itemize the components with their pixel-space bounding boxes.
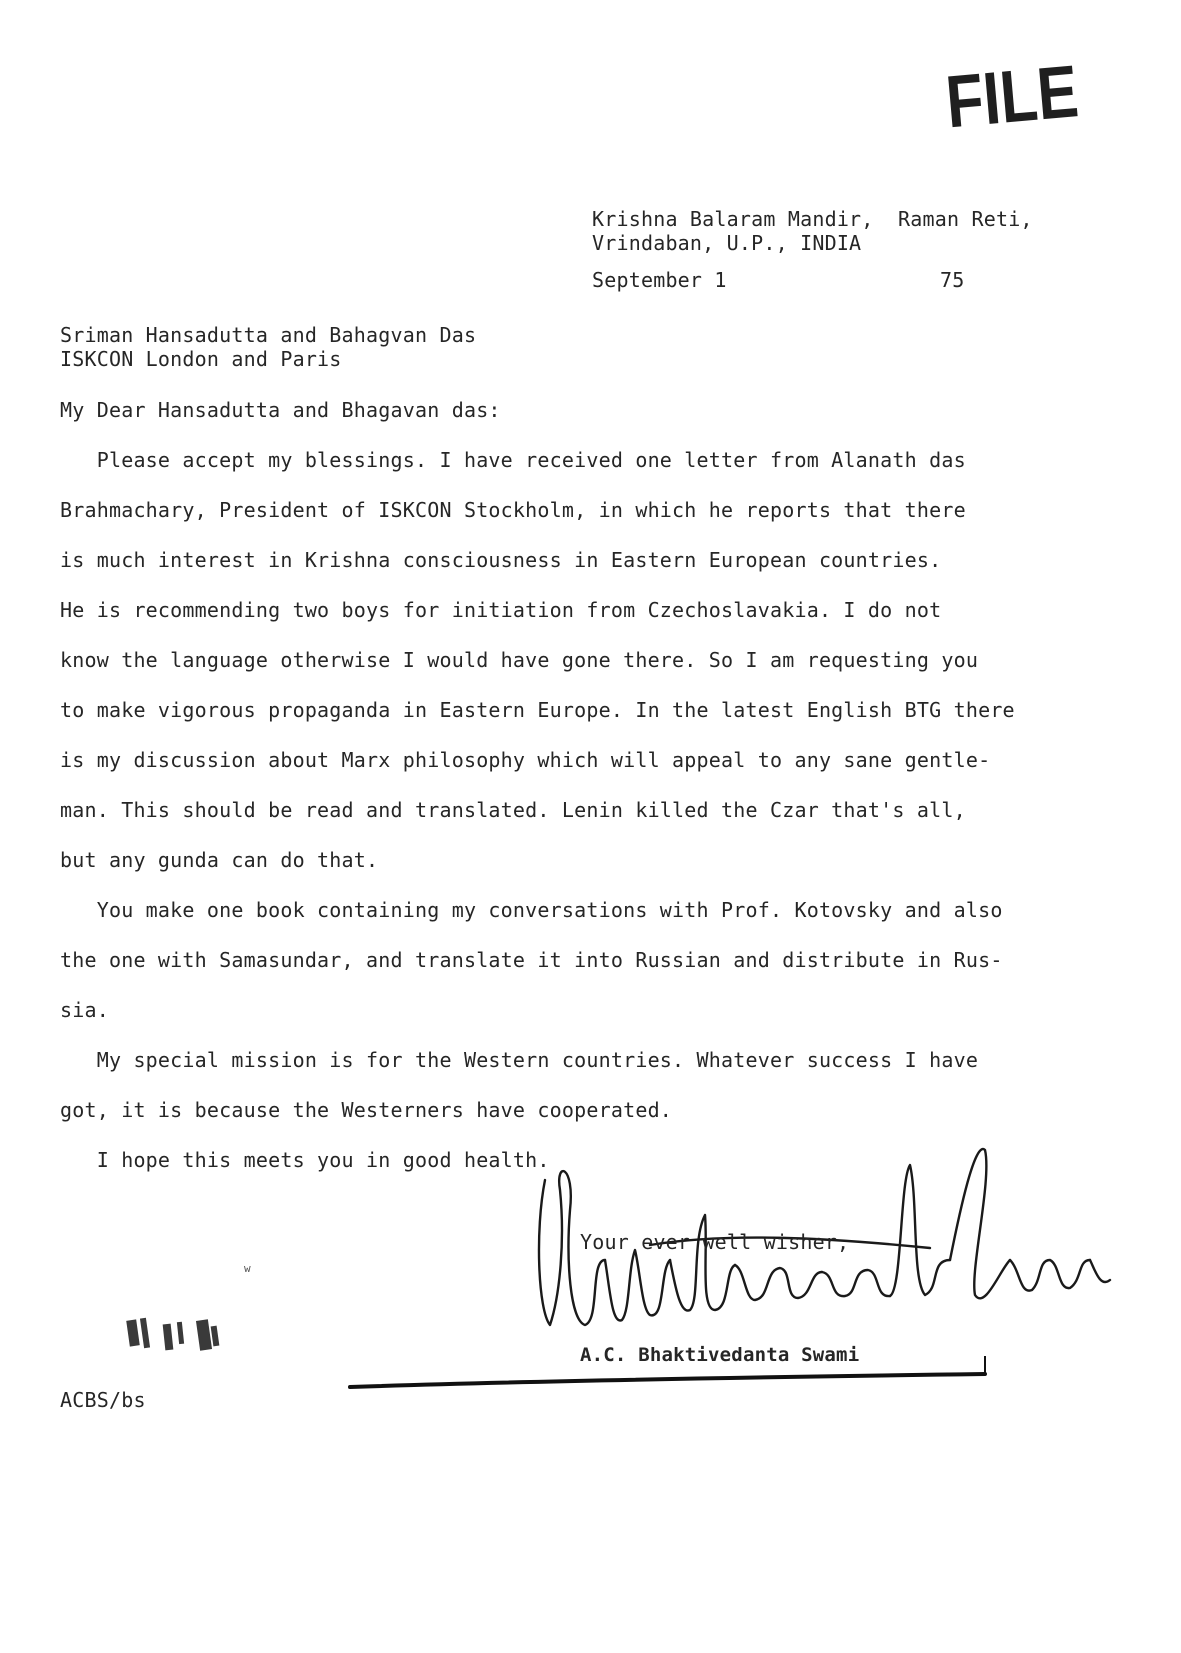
body-line: to make vigorous propaganda in Eastern Europe. In the latest English BTG there bbox=[60, 698, 1015, 722]
body-line: got, it is because the Westerners have cooperated. bbox=[60, 1098, 673, 1122]
body-line: is my discussion about Marx philosophy which will appeal to any sane gentle- bbox=[60, 748, 991, 772]
handwritten-insert-mark: w bbox=[244, 1262, 251, 1275]
signer-name: A.C. Bhaktivedanta Swami bbox=[580, 1344, 860, 1366]
body-line: but any gunda can do that. bbox=[60, 848, 379, 872]
body-line: My special mission is for the Western countries. Whatever success I have bbox=[60, 1048, 979, 1072]
date-year: 75 bbox=[940, 268, 965, 292]
salutation: My Dear Hansadutta and Bhagavan das: bbox=[60, 398, 501, 422]
body-line: sia. bbox=[60, 998, 109, 1022]
body-line: the one with Samasundar, and translate it into Russian and distribute in Rus- bbox=[60, 948, 1003, 972]
body-line: Please accept my blessings. I have received one letter from Alanath das bbox=[60, 448, 966, 472]
body-line: man. This should be read and translated. Lenin killed the Czar that's all, bbox=[60, 798, 966, 822]
body-line: You make one book containing my conversations with Prof. Kotovsky and also bbox=[60, 898, 1003, 922]
body-line: He is recommending two boys for initiation from Czechoslavakia. I do not bbox=[60, 598, 942, 622]
ink-stamp-mark bbox=[126, 1314, 226, 1358]
body-line: is much interest in Krishna consciousness in Eastern European countries. bbox=[60, 548, 942, 572]
typist-initials: ACBS/bs bbox=[60, 1388, 146, 1412]
recipient-line-1: Sriman Hansadutta and Bahagvan Das bbox=[60, 323, 477, 347]
closing-text: Your ever well wisher, bbox=[580, 1230, 850, 1254]
address-line-1: Krishna Balaram Mandir, Raman Reti, bbox=[592, 207, 1033, 231]
body-line: know the language otherwise I would have gone there. So I am requesting you bbox=[60, 648, 979, 672]
file-stamp-text: FILE bbox=[942, 46, 1110, 144]
date-month-day: September 1 bbox=[592, 268, 727, 292]
body-line: I hope this meets you in good health. bbox=[60, 1148, 550, 1172]
file-stamp bbox=[935, 30, 1110, 144]
recipient-line-2: ISKCON London and Paris bbox=[60, 347, 342, 371]
address-line-2: Vrindaban, U.P., INDIA bbox=[592, 231, 862, 255]
body-line: Brahmachary, President of ISKCON Stockholm, in which he reports that there bbox=[60, 498, 966, 522]
